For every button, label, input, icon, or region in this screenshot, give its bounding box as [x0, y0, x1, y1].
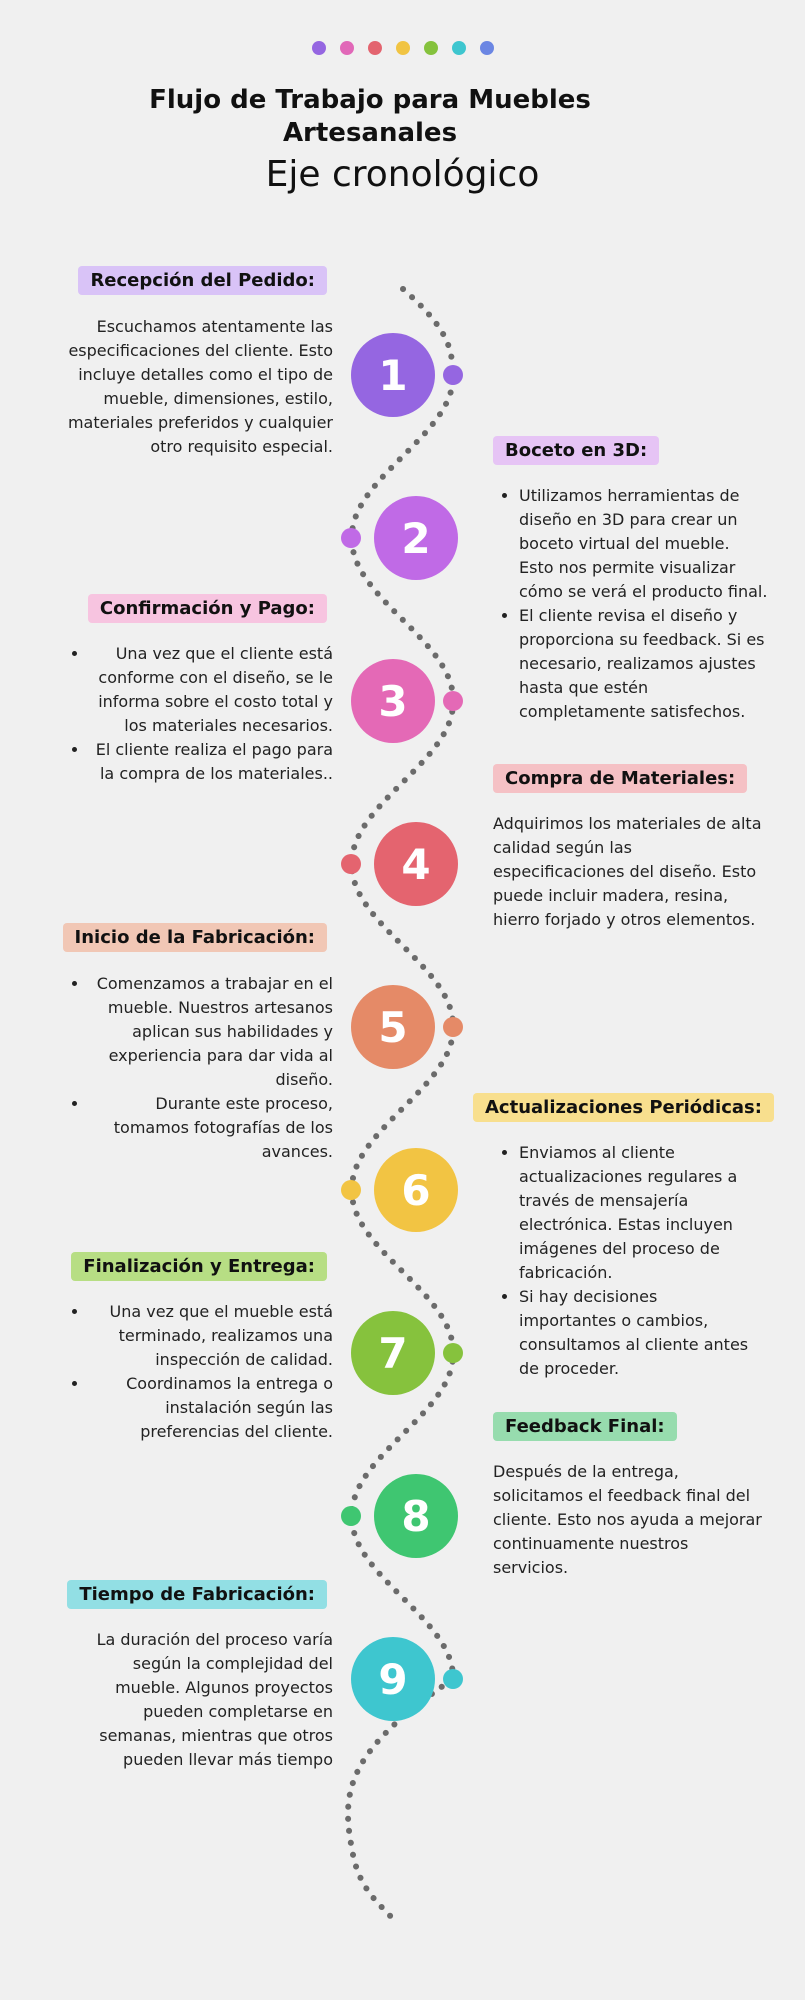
step-bullet-item: • El cliente realiza el pago para la compra de los materiales..	[89, 738, 333, 786]
step-number-circle: 4	[374, 822, 458, 906]
step-connector-dot	[443, 691, 463, 711]
step-number-circle: 8	[374, 1474, 458, 1558]
step-bullet-item: • Una vez que el cliente está conforme con el diseño, se le informa sobre el costo total y los materiales necesarios.	[89, 642, 333, 738]
step-description	[493, 812, 768, 932]
step-bullet-item: • Comenzamos a trabajar en el mueble. Nuestros artesanos aplican sus habilidades y experiencia para dar vida al diseño.	[89, 972, 333, 1092]
step-bullet-list	[63, 1300, 333, 1444]
step-description	[63, 972, 333, 1164]
step-bullet-list	[63, 642, 333, 786]
step-paragraph: La duración del proceso varía según la complejidad del mueble. Algunos proyectos pueden completarse en semanas, mientras que otros pueden llevar más tiempo	[96, 1630, 333, 1769]
step-number-circle: 1	[351, 333, 435, 417]
step-number-circle: 7	[351, 1311, 435, 1395]
step-bullet-item: • Si hay decisiones importantes o cambios, consultamos al cliente antes de proceder.	[519, 1285, 753, 1381]
step-title-badge: Confirmación y Pago:	[88, 594, 327, 623]
step-description	[493, 484, 768, 724]
step-bullet-item: • Enviamos al cliente actualizaciones regulares a través de mensajería electrónica. Estas incluyen imágenes del proceso de fabricación.	[519, 1141, 753, 1285]
step-number-circle: 5	[351, 985, 435, 1069]
step-bullet-item: • Durante este proceso, tomamos fotografías de los avances.	[89, 1092, 333, 1164]
step-number-circle: 2	[374, 496, 458, 580]
step-title-badge: Inicio de la Fabricación:	[63, 923, 327, 952]
step-bullet-item: • Una vez que el mueble está terminado, realizamos una inspección de calidad.	[89, 1300, 333, 1372]
step-description	[63, 315, 333, 459]
step-description	[63, 642, 333, 786]
step-bullet-item: • Utilizamos herramientas de diseño en 3D para crear un boceto virtual del mueble. Esto nos permite visualizar cómo se verá el producto final.	[519, 484, 768, 604]
step-bullet-list	[493, 484, 768, 724]
step-description	[63, 1300, 333, 1444]
step-connector-dot	[341, 528, 361, 548]
step-number-circle: 3	[351, 659, 435, 743]
step-connector-dot	[443, 1017, 463, 1037]
step-bullet-list	[493, 1141, 753, 1381]
step-title-badge: Boceto en 3D:	[493, 436, 659, 465]
step-connector-dot	[443, 1343, 463, 1363]
step-title-badge: Feedback Final:	[493, 1412, 677, 1441]
step-paragraph: Escuchamos atentamente las especificaciones del cliente. Esto incluye detalles como el tipo de mueble, dimensiones, estilo, materiales preferidos y cualquier otro requisito especial.	[67, 317, 333, 456]
step-title-badge: Recepción del Pedido:	[78, 266, 327, 295]
step-description	[493, 1141, 753, 1381]
step-title-badge: Tiempo de Fabricación:	[67, 1580, 327, 1609]
step-bullet-item: • Coordinamos la entrega o instalación según las preferencias del cliente.	[89, 1372, 333, 1444]
step-number-circle: 9	[351, 1637, 435, 1721]
step-bullet-list	[63, 972, 333, 1164]
step-title-badge: Compra de Materiales:	[493, 764, 747, 793]
step-description	[63, 1628, 333, 1772]
step-description	[493, 1460, 768, 1580]
step-connector-dot	[341, 854, 361, 874]
step-bullet-item: • El cliente revisa el diseño y proporciona su feedback. Si es necesario, realizamos ajustes hasta que estén completamente satisfechos.	[519, 604, 768, 724]
step-connector-dot	[341, 1506, 361, 1526]
step-connector-dot	[341, 1180, 361, 1200]
step-title-badge: Actualizaciones Periódicas:	[473, 1093, 774, 1122]
step-paragraph: Adquirimos los materiales de alta calidad según las especificaciones del diseño. Esto puede incluir madera, resina, hierro forjado y otros elementos.	[493, 814, 762, 929]
step-connector-dot	[443, 365, 463, 385]
step-connector-dot	[443, 1669, 463, 1689]
page-title: Flujo de Trabajo para Muebles Artesanales	[149, 85, 591, 148]
step-number-circle: 6	[374, 1148, 458, 1232]
step-paragraph: Después de la entrega, solicitamos el feedback final del cliente. Esto nos ayuda a mejorar continuamente nuestros servicios.	[493, 1462, 762, 1577]
page-subtitle: Eje cronológico	[265, 154, 540, 195]
step-title-badge: Finalización y Entrega:	[71, 1252, 327, 1281]
